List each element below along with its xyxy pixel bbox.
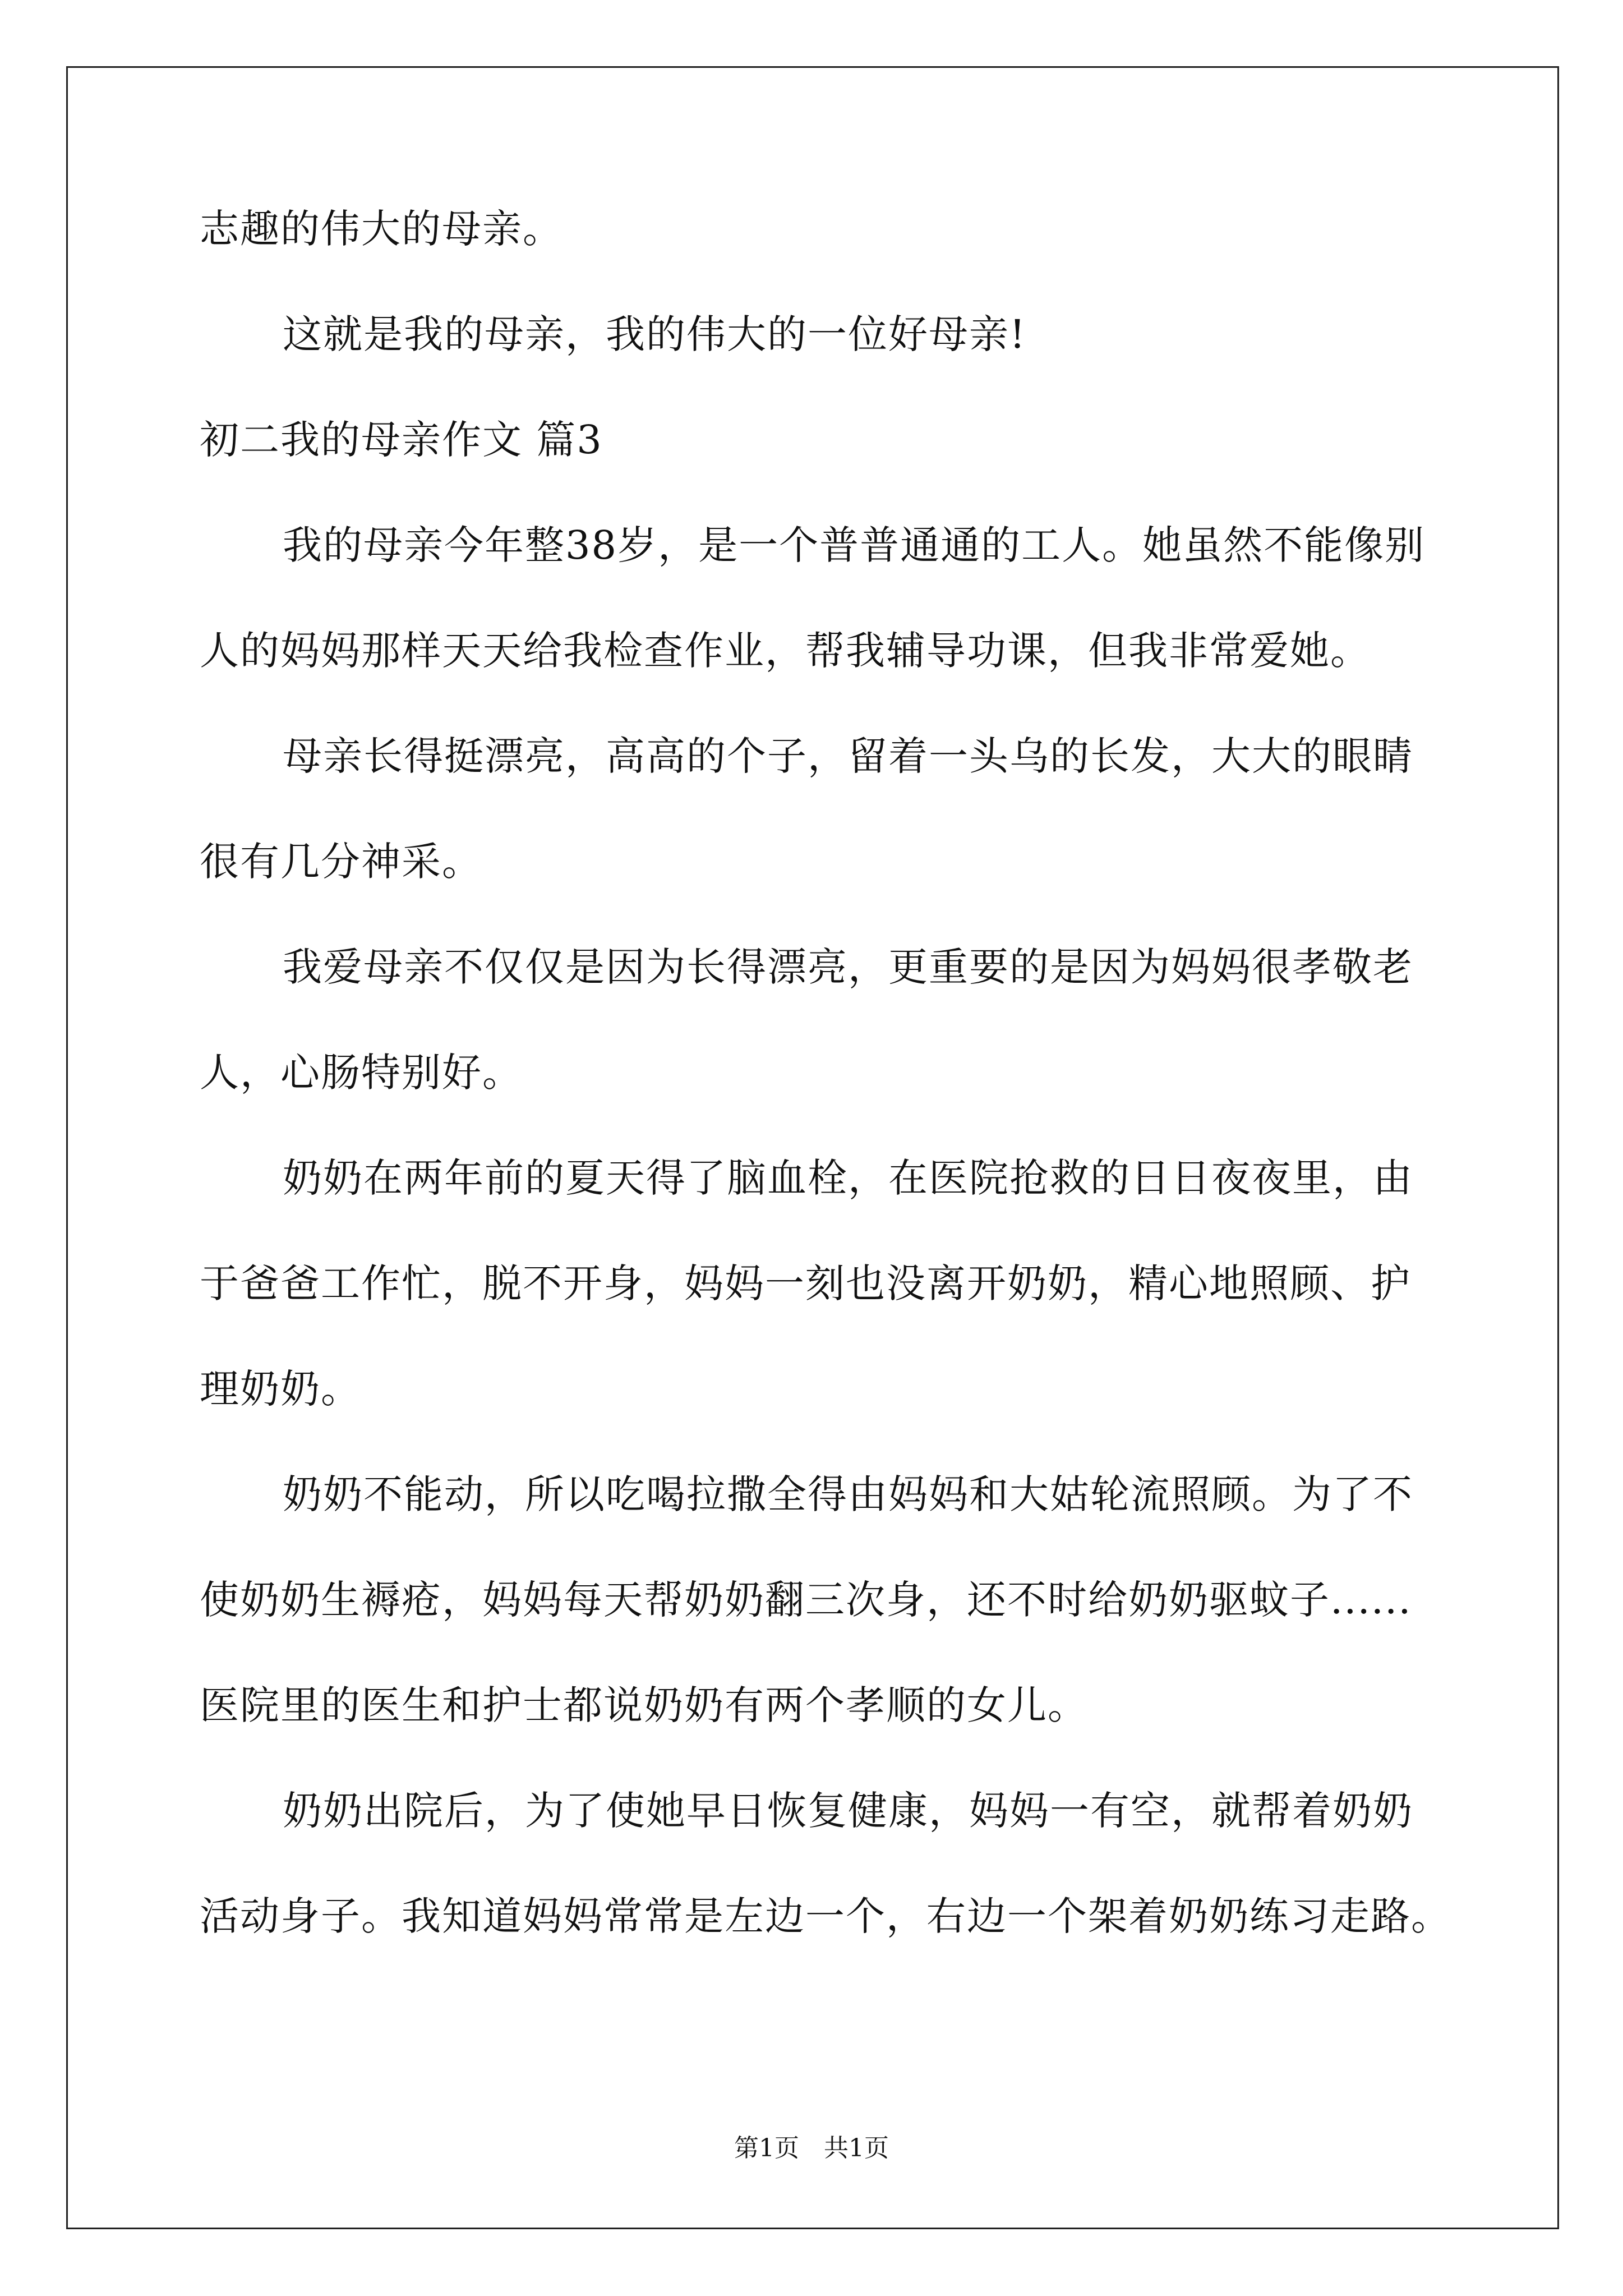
text-line: 人的妈妈那样天天给我检查作业，帮我辅导功课，但我非常爱她。 <box>200 628 1371 674</box>
text-line: 人，心肠特别好。 <box>200 1050 523 1096</box>
text-line: 于爸爸工作忙，脱不开身，妈妈一刻也没离开奶奶，精心地照顾、护 <box>200 1260 1411 1306</box>
text-line: 医院里的医生和护士都说奶奶有两个孝顺的女儿。 <box>200 1682 1088 1728</box>
text-line: 这就是我的母亲，我的伟大的一位好母亲! <box>283 311 1027 357</box>
text-line: 母亲长得挺漂亮，高高的个子，留着一头乌的长发，大大的眼睛 <box>283 733 1413 779</box>
text-line: 理奶奶。 <box>200 1366 361 1412</box>
text-line: 志趣的伟大的母亲。 <box>200 206 563 252</box>
text-line: 我的母亲今年整38岁，是一个普普通通的工人。她虽然不能像别 <box>283 522 1426 568</box>
text-line: 奶奶出院后，为了使她早日恢复健康，妈妈一有空，就帮着奶奶 <box>283 1788 1413 1834</box>
section-heading: 初二我的母亲作文 篇3 <box>200 417 603 463</box>
page-footer: 第1页 共1页 <box>734 2134 889 2162</box>
text-line: 我爱母亲不仅仅是因为长得漂亮，更重要的是因为妈妈很孝敬老 <box>283 944 1413 990</box>
text-line: 活动身子。我知道妈妈常常是左边一个，右边一个架着奶奶练习走路。 <box>200 1893 1451 1939</box>
text-line: 奶奶不能动，所以吃喝拉撒全得由妈妈和大姑轮流照顾。为了不 <box>283 1471 1413 1517</box>
text-line: 使奶奶生褥疮，妈妈每天帮奶奶翻三次身，还不时给奶奶驱蚊子...... <box>200 1577 1412 1623</box>
text-line: 很有几分神采。 <box>200 839 482 885</box>
text-line: 奶奶在两年前的夏天得了脑血栓，在医院抢救的日日夜夜里，由 <box>283 1155 1413 1201</box>
